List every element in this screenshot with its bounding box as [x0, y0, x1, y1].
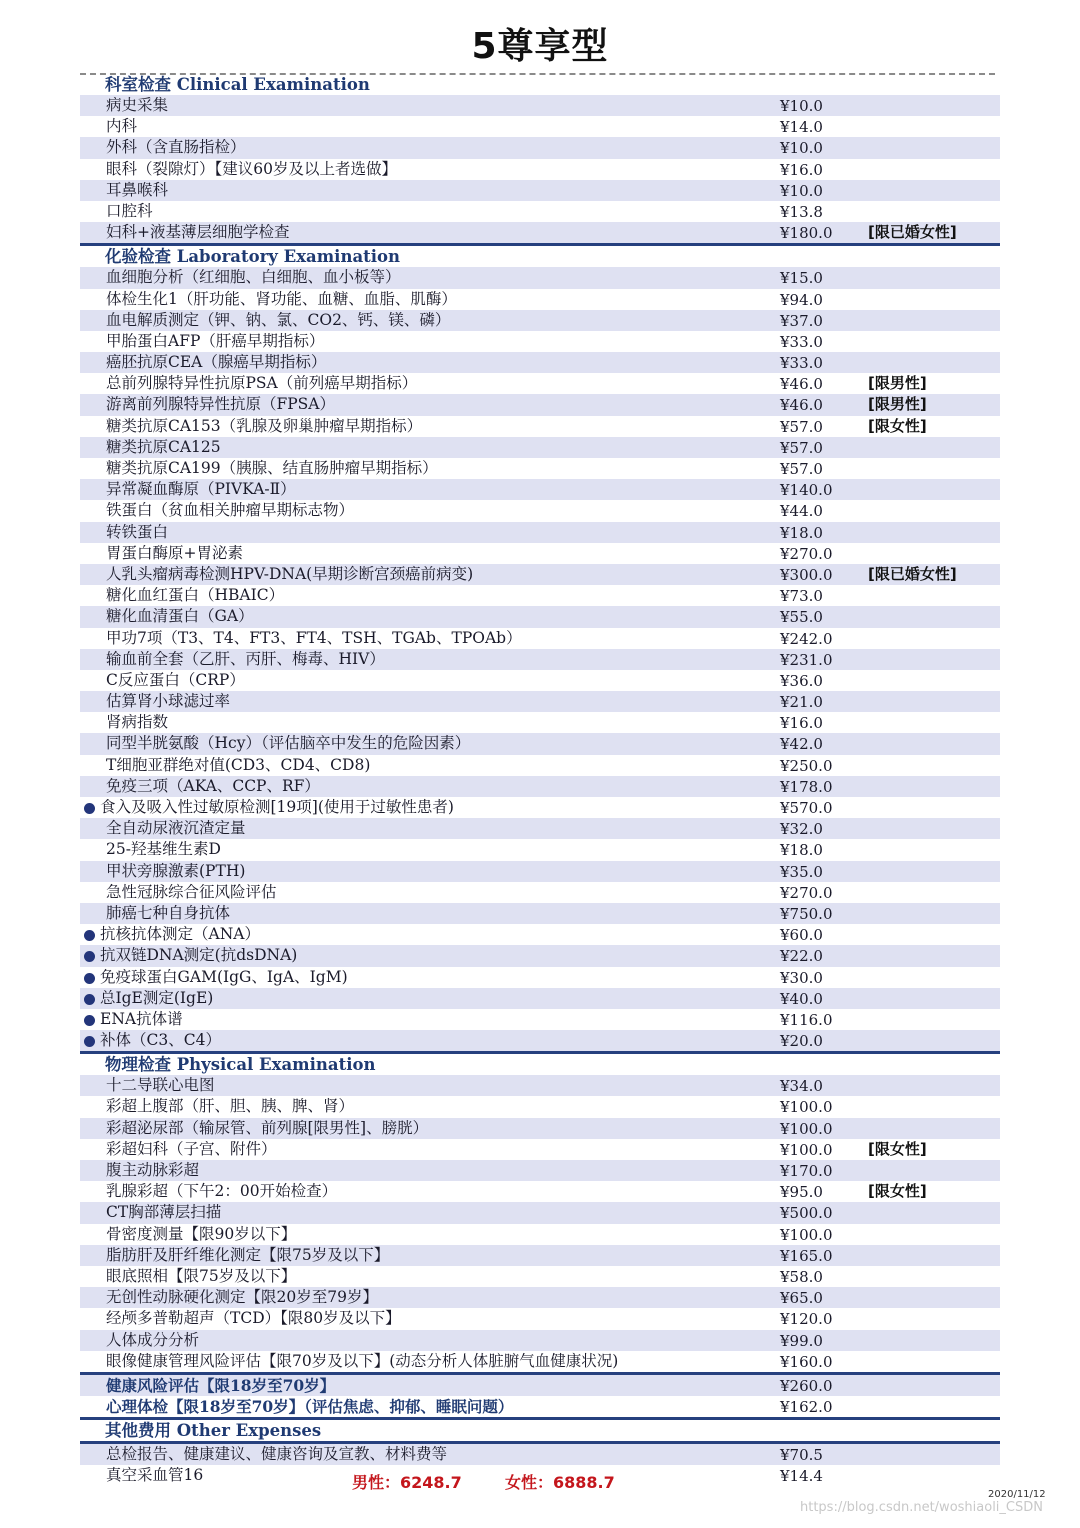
item-name: 免疫球蛋白GAM(IgG、IgA、IgM) — [100, 967, 348, 986]
item-restriction-note: [限女性] — [868, 416, 927, 435]
item-price: ¥100.0 — [780, 1119, 833, 1138]
item-price: ¥270.0 — [780, 544, 833, 563]
item-price: ¥20.0 — [780, 1032, 823, 1051]
item-name: C反应蛋白（CRP） — [106, 670, 245, 689]
risk-assessment-row — [80, 1372, 1000, 1396]
item-name: 胃蛋白酶原+胃泌素 — [106, 543, 243, 562]
item-name: 血电解质测定（钾、钠、氯、CO2、钙、镁、磷） — [106, 310, 451, 329]
item-name: 彩超妇科（子宫、附件） — [106, 1139, 277, 1158]
bullet-dot-icon — [84, 973, 95, 984]
item-row — [80, 967, 1000, 988]
item-name: 铁蛋白（贫血相关肿瘤早期标志物） — [106, 501, 355, 520]
item-price: ¥178.0 — [780, 777, 833, 796]
item-name: 糖化血清蛋白（GA） — [106, 607, 254, 626]
item-name: 糖类抗原CA199（胰腺、结直肠肿瘤早期指标） — [106, 459, 438, 477]
item-price: ¥30.0 — [780, 968, 823, 987]
item-name: 脂肪肝及肝纤维化测定【限75岁及以下】 — [106, 1245, 390, 1264]
item-price: ¥260.0 — [780, 1376, 833, 1395]
item-name: 腹主动脉彩超 — [106, 1161, 200, 1179]
item-restriction-note: [限女性] — [868, 1182, 927, 1201]
item-row — [80, 331, 1000, 352]
item-price: ¥180.0 — [780, 224, 833, 243]
item-name: 游离前列腺特异性抗原（FPSA） — [106, 395, 335, 414]
item-price: ¥55.0 — [780, 608, 823, 627]
item-name: 总前列腺特异性抗原PSA（前列癌早期指标） — [106, 374, 418, 393]
item-name: 血细胞分析（红细胞、白细胞、血小板等） — [106, 268, 401, 287]
item-price: ¥34.0 — [780, 1077, 823, 1096]
item-row — [80, 755, 1000, 776]
item-price: ¥100.0 — [780, 1098, 833, 1117]
item-name: 彩超泌尿部（输尿管、前列腺[限男性]、膀胱） — [106, 1118, 429, 1137]
page-title: 5尊享型 — [471, 26, 609, 67]
item-row — [80, 1330, 1000, 1351]
item-price: ¥40.0 — [780, 989, 823, 1008]
item-row — [80, 1245, 1000, 1266]
item-row — [80, 394, 1000, 415]
item-name: 肾病指数 — [106, 713, 169, 732]
item-row — [80, 1266, 1000, 1287]
item-name: 甲状旁腺激素(PTH) — [106, 861, 246, 880]
item-name: 转铁蛋白 — [106, 522, 169, 541]
item-row — [80, 137, 1000, 158]
item-row — [80, 924, 1000, 945]
item-price: ¥18.0 — [780, 841, 823, 860]
item-price: ¥16.0 — [780, 714, 823, 733]
item-price: ¥70.5 — [780, 1446, 823, 1465]
item-row — [80, 839, 1000, 860]
female-total: 女性：6888.7 — [505, 1473, 615, 1492]
section-title-cn: 科室检查 — [105, 75, 171, 94]
section-title-en: Physical Examination — [176, 1055, 376, 1075]
section-header-clinical — [80, 74, 1000, 95]
item-row — [80, 352, 1000, 373]
item-price: ¥35.0 — [780, 862, 823, 881]
item-name: 乳腺彩超（下午2：00开始检查） — [106, 1182, 338, 1201]
item-name: 总IgE测定(IgE) — [100, 988, 214, 1007]
bullet-dot-icon — [84, 951, 95, 962]
item-restriction-note: [限男性] — [868, 374, 927, 393]
item-price: ¥99.0 — [780, 1331, 823, 1350]
item-row — [80, 797, 1000, 818]
item-name: 十二导联心电图 — [106, 1076, 215, 1095]
item-name: CT胸部薄层扫描 — [106, 1203, 222, 1222]
item-name: 眼底照相【限75岁及以下】 — [106, 1266, 297, 1285]
item-row — [80, 882, 1000, 903]
item-name: 眼科（裂隙灯）【建议60岁及以上者选做】 — [106, 159, 397, 178]
item-price: ¥42.0 — [780, 735, 823, 754]
item-row — [80, 1287, 1000, 1308]
item-price: ¥10.0 — [780, 139, 823, 158]
item-row — [80, 373, 1000, 394]
item-row — [80, 670, 1000, 691]
item-row — [80, 861, 1000, 882]
item-row — [80, 95, 1000, 116]
item-price: ¥33.0 — [780, 354, 823, 373]
item-price: ¥46.0 — [780, 375, 823, 394]
item-row — [80, 267, 1000, 288]
item-price: ¥140.0 — [780, 481, 833, 500]
item-name: 总检报告、健康建议、健康咨询及宣教、材料费等 — [106, 1445, 448, 1464]
item-name: 彩超上腹部（肝、胆、胰、脾、肾） — [106, 1097, 355, 1116]
item-row — [80, 1096, 1000, 1117]
item-row — [80, 1224, 1000, 1245]
item-row — [80, 159, 1000, 180]
item-name: ENA抗体谱 — [100, 1009, 183, 1028]
item-restriction-note: [限已婚女性] — [868, 223, 957, 242]
item-name: 妇科+液基薄层细胞学检查 — [106, 223, 290, 242]
item-price: ¥60.0 — [780, 926, 823, 945]
item-row — [80, 116, 1000, 137]
bullet-dot-icon — [84, 803, 95, 814]
item-name: 外科（含直肠指检） — [106, 138, 246, 157]
item-price: ¥300.0 — [780, 565, 833, 584]
item-price: ¥22.0 — [780, 947, 823, 966]
item-name: 人乳头瘤病毒检测HPV-DNA(早期诊断宫颈癌前病变) — [106, 564, 474, 583]
item-row — [80, 310, 1000, 331]
item-name: 异常凝血酶原（PIVKA-Ⅱ） — [106, 480, 296, 499]
item-row — [80, 1181, 1000, 1202]
item-name: 健康风险评估【限18岁至70岁】 — [106, 1375, 336, 1395]
item-price: ¥120.0 — [780, 1310, 833, 1329]
item-price: ¥33.0 — [780, 332, 823, 351]
item-row — [80, 479, 1000, 500]
item-row — [80, 289, 1000, 310]
item-row — [80, 903, 1000, 924]
item-price: ¥32.0 — [780, 820, 823, 839]
item-price: ¥116.0 — [780, 1010, 833, 1029]
item-row — [80, 437, 1000, 458]
price-sheet — [80, 74, 1000, 1487]
section-title-en: Other Expenses — [176, 1421, 322, 1441]
item-row — [80, 1202, 1000, 1223]
item-price: ¥160.0 — [780, 1352, 833, 1371]
item-price: ¥95.0 — [780, 1183, 823, 1202]
bullet-dot-icon — [84, 1036, 95, 1047]
item-price: ¥37.0 — [780, 311, 823, 330]
item-price: ¥46.0 — [780, 396, 823, 415]
item-price: ¥165.0 — [780, 1246, 833, 1265]
item-row — [80, 458, 1000, 479]
item-restriction-note: [限女性] — [868, 1139, 927, 1158]
item-price: ¥15.0 — [780, 269, 823, 288]
item-price: ¥250.0 — [780, 756, 833, 775]
item-price: ¥10.0 — [780, 97, 823, 115]
item-row — [80, 776, 1000, 797]
item-row — [80, 1160, 1000, 1181]
item-name: 补体（C3、C4） — [100, 1031, 221, 1050]
item-name: 甲功7项（T3、T4、FT3、FT4、TSH、TGAb、TPOAb） — [106, 628, 522, 647]
item-price: ¥14.0 — [780, 118, 823, 137]
item-name: 抗核抗体测定（ANA） — [100, 925, 260, 944]
item-price: ¥570.0 — [780, 799, 833, 817]
item-name: 糖类抗原CA153（乳腺及卵巢肿瘤早期指标） — [106, 416, 423, 435]
item-name: 糖化血红蛋白（HBAIC） — [106, 586, 285, 605]
item-name: 口腔科 — [106, 201, 153, 220]
bullet-dot-icon — [84, 930, 95, 941]
item-row — [80, 733, 1000, 754]
item-name: T细胞亚群绝对值(CD3、CD4、CD8) — [106, 755, 371, 774]
item-row — [80, 1118, 1000, 1139]
item-row — [80, 1444, 1000, 1465]
item-price: ¥94.0 — [780, 290, 823, 309]
section-title-cn: 其他费用 — [105, 1421, 171, 1441]
item-price: ¥21.0 — [780, 693, 823, 712]
item-name: 抗双链DNA测定(抗dsDNA) — [100, 946, 298, 965]
item-price: ¥57.0 — [780, 460, 823, 478]
item-name: 经颅多普勒超声（TCD）【限80岁及以下】 — [106, 1309, 401, 1328]
item-row — [80, 180, 1000, 201]
item-price: ¥270.0 — [780, 883, 833, 902]
item-price: ¥100.0 — [780, 1140, 833, 1159]
item-name: 甲胎蛋白AFP（肝癌早期指标） — [106, 331, 325, 350]
section-title-en: Clinical Examination — [176, 75, 370, 94]
item-name: 无创性动脉硬化测定【限20岁至79岁】 — [106, 1288, 378, 1307]
item-price: ¥16.0 — [780, 160, 823, 179]
item-name: 同型半胱氨酸（Hcy）（评估脑卒中发生的危险因素） — [106, 734, 471, 753]
item-row — [80, 1075, 1000, 1096]
item-price: ¥500.0 — [780, 1204, 833, 1223]
item-row — [80, 1030, 1000, 1051]
print-date: 2020/11/12 — [988, 1489, 1046, 1500]
item-row — [80, 606, 1000, 627]
item-name: 癌胚抗原CEA（腺癌早期指标） — [106, 353, 327, 372]
item-name: 体检生化1（肝功能、肾功能、血糖、血脂、肌酶） — [106, 289, 457, 308]
item-name: 糖类抗原CA125 — [106, 437, 221, 456]
item-price: ¥18.0 — [780, 523, 823, 542]
item-price: ¥100.0 — [780, 1225, 833, 1244]
item-row — [80, 988, 1000, 1009]
item-row — [80, 522, 1000, 543]
item-name: 急性冠脉综合征风险评估 — [106, 882, 277, 901]
item-row — [80, 1009, 1000, 1030]
watermark: https://blog.csdn.net/woshiaoli_CSDN — [800, 1500, 1043, 1515]
item-row — [80, 712, 1000, 733]
item-price: ¥58.0 — [780, 1267, 823, 1286]
item-row — [80, 1308, 1000, 1329]
male-total: 男性：6248.7 — [352, 1473, 462, 1492]
item-name: 免疫三项（AKA、CCP、RF） — [106, 776, 320, 795]
item-row — [80, 201, 1000, 222]
item-price: ¥231.0 — [780, 650, 833, 669]
item-row — [80, 649, 1000, 670]
section-header-other — [80, 1420, 1000, 1444]
item-name: 心理体检【限18岁至70岁】（评估焦虑、抑郁、睡眠问题） — [106, 1397, 514, 1417]
item-row — [80, 222, 1000, 243]
item-name: 病史采集 — [106, 96, 169, 114]
item-row — [80, 628, 1000, 649]
item-price: ¥242.0 — [780, 629, 833, 648]
item-name: 25-羟基维生素D — [106, 840, 221, 859]
item-price: ¥36.0 — [780, 671, 823, 690]
item-price: ¥73.0 — [780, 587, 823, 606]
item-row — [80, 1351, 1000, 1372]
item-name: 肺癌七种自身抗体 — [106, 903, 231, 922]
item-price: ¥13.8 — [780, 202, 823, 221]
item-name: 估算肾小球滤过率 — [106, 692, 231, 711]
item-price: ¥57.0 — [780, 438, 823, 457]
item-row — [80, 818, 1000, 839]
item-name: 耳鼻喉科 — [106, 180, 169, 199]
bullet-dot-icon — [84, 994, 95, 1005]
item-price: ¥65.0 — [780, 1289, 823, 1308]
item-restriction-note: [限男性] — [868, 395, 927, 414]
item-price: ¥10.0 — [780, 181, 823, 200]
item-name: 全自动尿液沉渣定量 — [106, 819, 246, 838]
section-title-cn: 化验检查 — [105, 247, 171, 267]
section-header-physical — [80, 1051, 1000, 1075]
item-row — [80, 585, 1000, 606]
item-name: 真空采血管16 — [106, 1466, 204, 1485]
item-row — [80, 945, 1000, 966]
item-row — [80, 564, 1000, 585]
item-row — [80, 1139, 1000, 1160]
item-price: ¥57.0 — [780, 417, 823, 436]
section-header-laboratory — [80, 243, 1000, 267]
item-name: 骨密度测量【限90岁以下】 — [106, 1224, 297, 1243]
item-name: 人体成分分析 — [106, 1330, 200, 1349]
item-price: ¥170.0 — [780, 1162, 833, 1180]
section-title-en: Laboratory Examination — [176, 247, 401, 267]
item-price: ¥750.0 — [780, 904, 833, 923]
item-name: 眼像健康管理风险评估【限70岁及以下】(动态分析人体脏腑气血健康状况) — [106, 1351, 619, 1370]
item-row — [80, 416, 1000, 437]
item-row — [80, 543, 1000, 564]
item-restriction-note: [限已婚女性] — [868, 564, 957, 583]
item-price: ¥44.0 — [780, 502, 823, 521]
bullet-dot-icon — [84, 1015, 95, 1026]
section-title-cn: 物理检查 — [105, 1055, 171, 1075]
item-row — [80, 500, 1000, 521]
risk-assessment-row — [80, 1396, 1000, 1420]
item-name: 内科 — [106, 117, 138, 136]
item-price: ¥14.4 — [780, 1467, 823, 1486]
item-name: 输血前全套（乙肝、丙肝、梅毒、HIV） — [106, 649, 385, 668]
item-name: 食入及吸入性过敏原检测[19项](使用于过敏性患者) — [100, 798, 454, 816]
item-row — [80, 691, 1000, 712]
item-price: ¥162.0 — [780, 1398, 833, 1417]
